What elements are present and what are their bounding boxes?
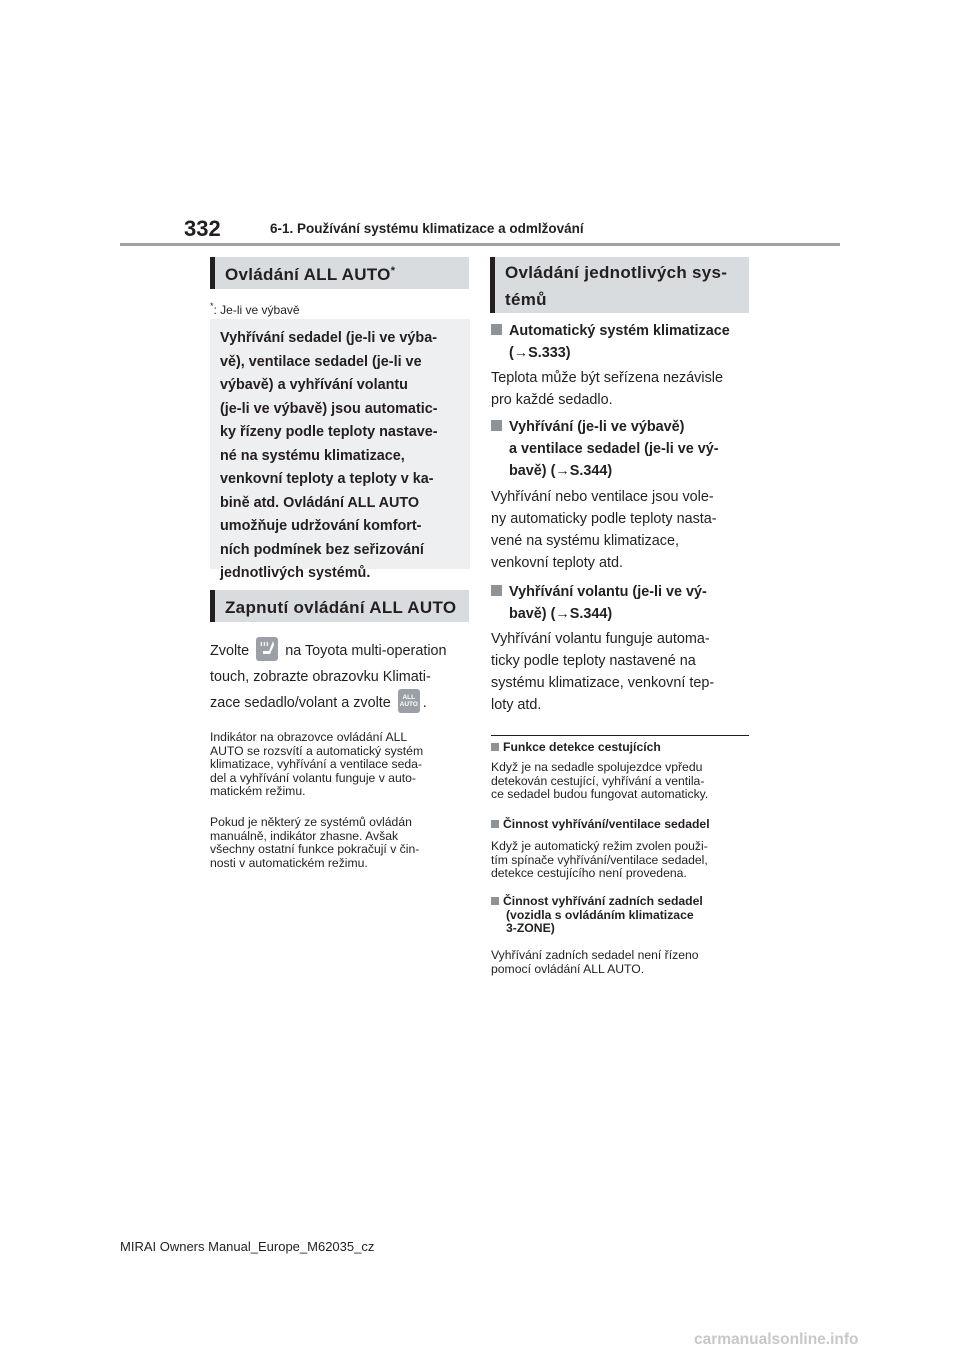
sub-rear-seat-text: Vyhřívání zadních sedadel není řízeno pomocí ovládání ALL AUTO.	[491, 948, 699, 976]
header-rule	[120, 243, 840, 246]
bullet-square-icon	[491, 743, 499, 751]
subsection-rule	[491, 735, 749, 736]
manual-override-paragraph: Pokud je některý ze systémů ovládán manuálně, indikátor zhasne. Avšak všechny ostatní funkce pokračují v čin- nosti v automatickém režimu.	[210, 815, 420, 870]
indicator-paragraph: Indikátor na obrazovce ovládání ALL AUTO se rozsvítí a automatický systém klimatizace, vyhřívání a ventilace seda- del a vyhřívání volantu funguje v auto- matickém režimu.	[210, 730, 424, 798]
page-number: 332	[184, 216, 221, 241]
section-title: 6-1. Používání systému klimatizace a odmlžování	[270, 221, 584, 236]
item-auto-climate: Automatický systém klimatizace (→S.333)	[491, 320, 761, 364]
equipment-note: *: Je-li ve výbavě	[210, 301, 300, 317]
bullet-square-icon	[491, 585, 502, 596]
sub-seat-operation-text: Když je automatický režim zvolen použi- tím spínače vyhřívání/ventilace sedadel, detekce cestujícího není provedena.	[491, 839, 708, 880]
watermark: carmanualsonline.info	[694, 1331, 859, 1348]
item-steering-heating: Vyhřívání volantu (je-li ve vý- bavě) (→S.344)	[491, 581, 761, 625]
sub-passenger-detection-text: Když je na sedadle spolujezdce vpředu detekován cestující, vyhřívání a ventila- ce sedadel budou fungovat automaticky.	[491, 760, 709, 801]
sub-rear-seat-title: Činnost vyhřívání zadních sedadel (vozidla s ovládáním klimatizace 3-ZONE)	[491, 895, 756, 936]
bullet-square-icon	[491, 820, 499, 828]
item-auto-climate-desc: Teplota může být seřízena nezávisle pro každé sedadlo.	[491, 370, 723, 408]
footer-manual-id: MIRAI Owners Manual_Europe_M62035_cz	[120, 1239, 375, 1254]
seat-heat-icon	[256, 637, 278, 661]
heading-enable-all-auto: Zapnutí ovládání ALL AUTO	[210, 590, 469, 622]
bullet-square-icon	[491, 420, 502, 431]
item-seat-heating: Vyhřívání (je-li ve výbavě) a ventilace sedadel (je-li ve vý- bavě) (→S.344)	[491, 416, 761, 482]
item-steering-heating-desc: Vyhřívání volantu funguje automa- ticky podle teploty nastavené na systému klimatizace, venkovní tep- loty atd.	[491, 631, 715, 713]
step-instruction: Zvolte na Toyota multi-operation touch, zobrazte obrazovku Klimati- zace sedadlo/volant a zvolte ALL AUTO .	[210, 638, 480, 716]
sub-seat-operation-title: Činnost vyhřívání/ventilace sedadel	[491, 818, 756, 832]
bullet-square-icon	[491, 897, 499, 905]
bullet-square-icon	[491, 324, 502, 335]
all-auto-icon: ALL AUTO	[398, 689, 420, 713]
sub-passenger-detection-title: Funkce detekce cestujících	[491, 741, 756, 755]
intro-box: Vyhřívání sedadel (je-li ve výba- vě), ventilace sedadel (je-li ve výbavě) a vyhřívání volantu (je-li ve výbavě) jsou automatic- ky řízeny podle teploty nastave- né na systému klimatizace, venkovní teploty a teploty v ka- bině atd. Ovládání ALL AUTO umožňuje udržování komfort- ních podmínek bez seřizování jednotlivých systémů.	[210, 319, 470, 569]
heading-individual-systems: Ovládání jednotlivých sys- témů	[490, 257, 749, 313]
item-seat-heating-desc: Vyhřívání nebo ventilace jsou vole- ny automaticky podle teploty nasta- vené na systému klimatizace, venkovní teploty atd.	[491, 489, 717, 571]
heading-all-auto: Ovládání ALL AUTO*	[210, 257, 469, 289]
